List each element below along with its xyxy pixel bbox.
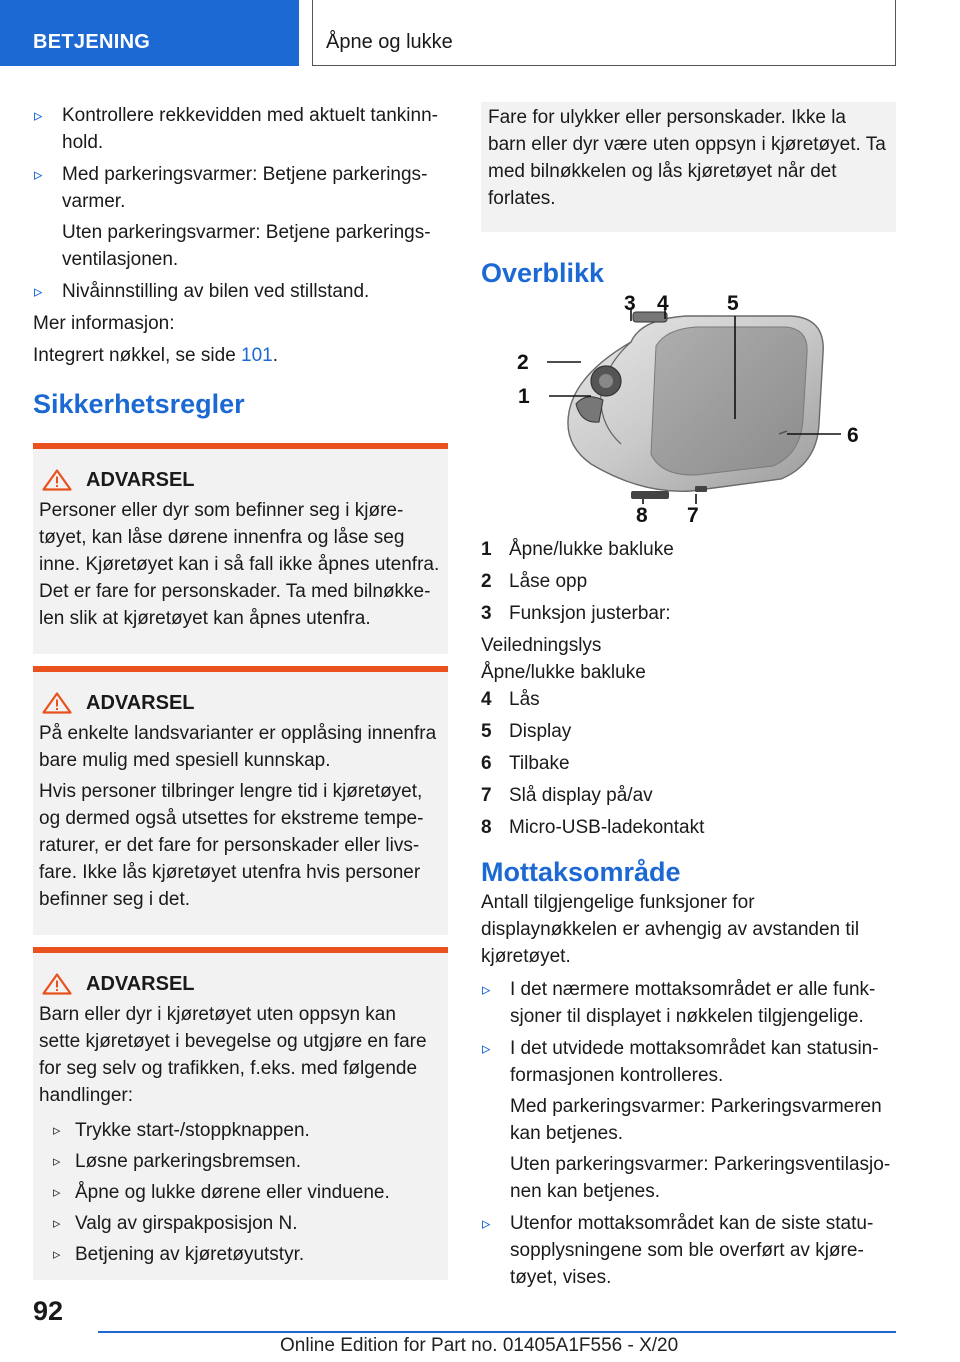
list-item-note: Med parkeringsvarmer: Parkeringsvarmeren kan betjenes. xyxy=(510,1096,882,1144)
list-item-note: Uten parkeringsvarmer: Betjene parkeringsventilasjonen. xyxy=(62,222,431,270)
right-column xyxy=(481,102,896,1296)
figure-callout: 5 xyxy=(727,294,739,315)
list-item: ▹ I det nærmere mottaksområdet er alle funksjoner til displayet i nøkkelen tilgjengelige. xyxy=(481,976,896,1030)
section-heading-safety: Sikkerhetsregler xyxy=(33,389,245,419)
list-item: ▹ Med parkeringsvarmer: Betjene parkeringsvarmer. Uten parkeringsvarmer: Betjene parkeringsventilasjonen. xyxy=(33,161,448,273)
warning-text: På enkelte landsvarianter er opplåsing innenfra bare mulig med spesiell kunnskap. xyxy=(39,723,437,771)
figure-callout: 6 xyxy=(847,424,859,447)
page-link[interactable]: 101 xyxy=(241,345,273,366)
figure-callout: 2 xyxy=(517,351,529,374)
warning-title: ADVARSEL xyxy=(86,692,195,714)
intro-bullet-list xyxy=(33,102,448,305)
section-tab xyxy=(0,0,299,66)
figure-legend xyxy=(481,536,896,841)
section-heading-overview: Overblikk xyxy=(481,258,605,288)
list-item: ▹ Kontrollere rekkevidden med aktuelt tankinnhold. xyxy=(33,102,448,156)
warning-action-list xyxy=(39,1117,440,1268)
figure-callout: 7 xyxy=(687,504,699,524)
legend-item-option: Veiledningslys xyxy=(481,635,602,656)
edition-note: Online Edition for Part no. 01405A1F556 - X/20 xyxy=(280,1335,679,1356)
list-item: ▹ Åpne og lukke dørene eller vinduene. xyxy=(39,1179,440,1206)
chapter-title: Åpne og lukke xyxy=(326,31,453,53)
section-heading-range: Mottaksområde xyxy=(481,857,681,887)
figure-callout: 1 xyxy=(518,385,530,408)
list-item-note: Uten parkeringsvarmer: Parkeringsventilasjonen kan betjenes. xyxy=(510,1154,891,1202)
warning-box xyxy=(33,443,448,654)
warning-continuation xyxy=(481,102,896,232)
list-item: ▹ Valg av girspakposisjon N. xyxy=(39,1210,440,1237)
list-item: ▹ Nivåinnstilling av bilen ved stillstand. xyxy=(33,278,448,305)
more-info-label: Mer informasjon: xyxy=(33,313,175,334)
legend-item-option: Åpne/lukke bakluke xyxy=(481,662,646,683)
figure-callout: 8 xyxy=(636,504,648,524)
chapter-tab xyxy=(312,0,896,66)
list-item: ▹ Trykke start-/stoppknappen. xyxy=(39,1117,440,1144)
list-item: ▹ Utenfor mottaksområdet kan de siste statusopplysningene som ble overført av kjøretøyet, vises. xyxy=(481,1210,896,1291)
list-item: ▹ Løsne parkeringsbremsen. xyxy=(39,1148,440,1175)
warning-text: Hvis personer tilbringer lengre tid i kjøretøyet, og dermed også utsettes for ekstreme temperaturer, er det fare for personskader eller livsfare. Ikke lås kjøretøyet utenfra hvis personer befinner seg i det. xyxy=(39,781,424,910)
warning-box xyxy=(33,666,448,935)
display-key-figure xyxy=(481,294,896,524)
warning-text: Personer eller dyr som befinner seg i kjøretøyet, kan låse dørene innenfra og låse seg inne. Kjøretøyet kan i så fall ikke åpnes utenfra. Det er fare for personskader. Ta med bilnøkkelen slik at kjøretøyet kan åpnes utenfra. xyxy=(39,500,440,629)
legend-item: 1 Åpne/lukke bakluke xyxy=(481,539,674,560)
legend-item: 4 Lås xyxy=(481,689,540,710)
cross-reference: Integrert nøkkel, se side 101. xyxy=(33,345,279,366)
key-body xyxy=(568,312,823,499)
warning-box xyxy=(33,947,448,1280)
figure-callout: 3 xyxy=(624,294,636,315)
legend-item: 6 Tilbake xyxy=(481,753,570,774)
warning-text: Barn eller dyr i kjøretøyet uten oppsyn kan sette kjøretøyet i bevegelse og utgjøre en fare for seg selv og trafikken, f.eks. med følgende handlinger: xyxy=(39,1004,427,1106)
footer-divider xyxy=(98,1331,896,1333)
legend-item: 5 Display xyxy=(481,721,572,742)
legend-item: 2 Låse opp xyxy=(481,571,588,592)
list-item: ▹ I det utvidede mottaksområdet kan statusinformasjonen kontrolleres. Med parkeringsvarmer: Parkeringsvarmeren kan betjenes. Uten parkeringsvarmer: Parkeringsventilasjonen kan betjenes. xyxy=(481,1035,896,1205)
section-title: BETJENING xyxy=(33,31,151,53)
warning-text: Fare for ulykker eller personskader. Ikke la barn eller dyr være uten oppsyn i kjøretøyet. Ta med bilnøkkelen og lås kjøretøyet når det forlates. xyxy=(488,107,886,209)
warning-title: ADVARSEL xyxy=(86,973,195,995)
warning-triangle-icon xyxy=(42,973,72,995)
warning-triangle-icon xyxy=(42,692,72,714)
list-item: ▹ Betjening av kjøretøyutstyr. xyxy=(39,1241,440,1268)
page-number: 92 xyxy=(33,1296,64,1326)
range-intro: Antall tilgjengelige funksjoner for displaynøkkelen er avhengig av avstanden til kjøretøyet. xyxy=(481,892,860,967)
warning-title: ADVARSEL xyxy=(86,469,195,491)
left-column xyxy=(33,102,448,1280)
range-bullet-list xyxy=(481,976,896,1291)
legend-item: 3 Funksjon justerbar: xyxy=(481,603,671,624)
figure-callout: 4 xyxy=(657,294,669,315)
legend-item: 8 Micro-USB-ladekontakt xyxy=(481,817,705,838)
warning-triangle-icon xyxy=(42,469,72,491)
legend-item: 7 Slå display på/av xyxy=(481,785,653,806)
